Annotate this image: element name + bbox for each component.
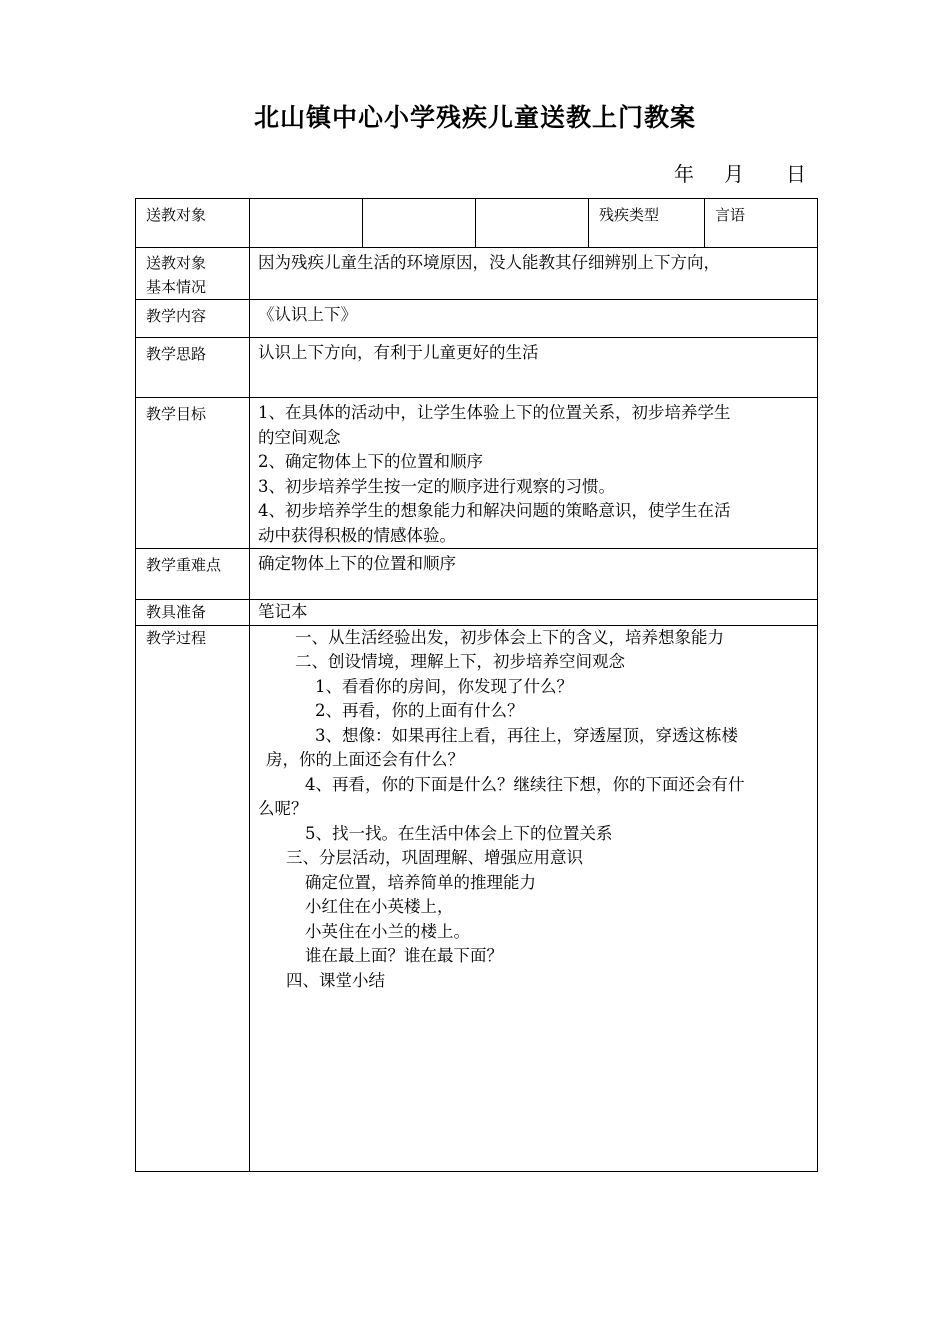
- row-key-points: [136, 549, 818, 600]
- process-line: 小英住在小兰的楼上。: [305, 921, 470, 941]
- date-month: 月: [724, 162, 744, 186]
- process-line: 5、找一找。在生活中体会上下的位置关系: [305, 823, 613, 843]
- process-line: 谁在最上面？谁在最下面？: [305, 946, 503, 965]
- process-line: 三、分层活动，巩固理解、增强应用意识: [286, 848, 583, 867]
- process-line: 小红住在小英楼上，: [305, 897, 454, 916]
- value-objectives: [250, 398, 818, 549]
- row-approach: [136, 338, 818, 398]
- lesson-plan-table: [135, 198, 818, 1172]
- row-materials: [136, 600, 818, 626]
- objective-line: 的空间观念: [258, 427, 341, 447]
- process-line: 2、再看，你的上面有什么？: [315, 701, 524, 720]
- date-line: [674, 158, 806, 187]
- label-content: 教学内容: [136, 300, 250, 338]
- document-title: 北山镇中心小学残疾儿童送教上门教案: [253, 103, 696, 132]
- objective-line: 3、初步培养学生按一定的顺序进行观察的习惯。: [258, 476, 615, 496]
- date-year: 年: [674, 162, 694, 186]
- value-key-points: 确定物体上下的位置和顺序: [250, 549, 818, 600]
- label-approach: 教学思路: [136, 338, 250, 398]
- process-line: 么呢？: [258, 799, 308, 818]
- row-content: [136, 300, 818, 338]
- process-line: 1、看看你的房间，你发现了什么？: [315, 676, 573, 696]
- cell-target-1: [250, 199, 363, 248]
- value-basic-info: 因为残疾儿童生活的环境原因，没人能教其仔细辨别上下方向，: [250, 248, 818, 300]
- label-key-points: 教学重难点: [136, 549, 250, 600]
- process-line: 四、课堂小结: [286, 970, 385, 990]
- label-objectives: 教学目标: [136, 398, 250, 549]
- process-line: 3、想像：如果再往上看，再往上，穿透屋顶，穿透这栋楼: [315, 725, 738, 745]
- value-approach: 认识上下方向，有利于儿童更好的生活: [250, 338, 818, 398]
- objective-line: 4、初步培养学生的想象能力和解决问题的策略意识，使学生在活: [258, 501, 731, 520]
- row-basic-info: [136, 248, 818, 300]
- row-target: [136, 199, 818, 248]
- cell-target-2: [363, 199, 476, 248]
- value-content: 《认识上下》: [250, 300, 818, 338]
- label-target: 送教对象: [136, 199, 250, 248]
- value-process: [250, 625, 818, 1171]
- label-process: 教学过程: [136, 625, 250, 1171]
- value-materials: 笔记本: [250, 600, 818, 626]
- objective-line: 动中获得积极的情感体验。: [258, 525, 456, 545]
- row-objectives: [136, 398, 818, 549]
- cell-target-3: [476, 199, 589, 248]
- value-disability-type: 言语: [705, 199, 818, 248]
- process-line: 一、从生活经验出发，初步体会上下的含义，培养想象能力: [295, 627, 724, 647]
- objective-line: 1、在具体的活动中，让学生体验上下的位置关系，初步培养学生: [258, 403, 731, 422]
- label-disability-type: 残疾类型: [589, 199, 705, 248]
- label-basic-info-line2: 基本情况: [146, 278, 207, 296]
- process-line: 确定位置，培养简单的推理能力: [305, 872, 536, 892]
- label-basic-info-line1: 送教对象: [146, 254, 207, 272]
- process-line: 二、创设情境，理解上下，初步培养空间观念: [295, 652, 625, 671]
- objective-line: 2、确定物体上下的位置和顺序: [258, 452, 483, 471]
- process-line: 4、再看，你的下面是什么？继续往下想，你的下面还会有什: [305, 774, 745, 794]
- row-process: [136, 625, 818, 1171]
- label-basic-info: [136, 248, 250, 300]
- label-materials: 教具准备: [136, 600, 250, 626]
- process-line: 房，你的上面还会有什么？: [266, 750, 464, 769]
- date-day: 日: [786, 162, 806, 186]
